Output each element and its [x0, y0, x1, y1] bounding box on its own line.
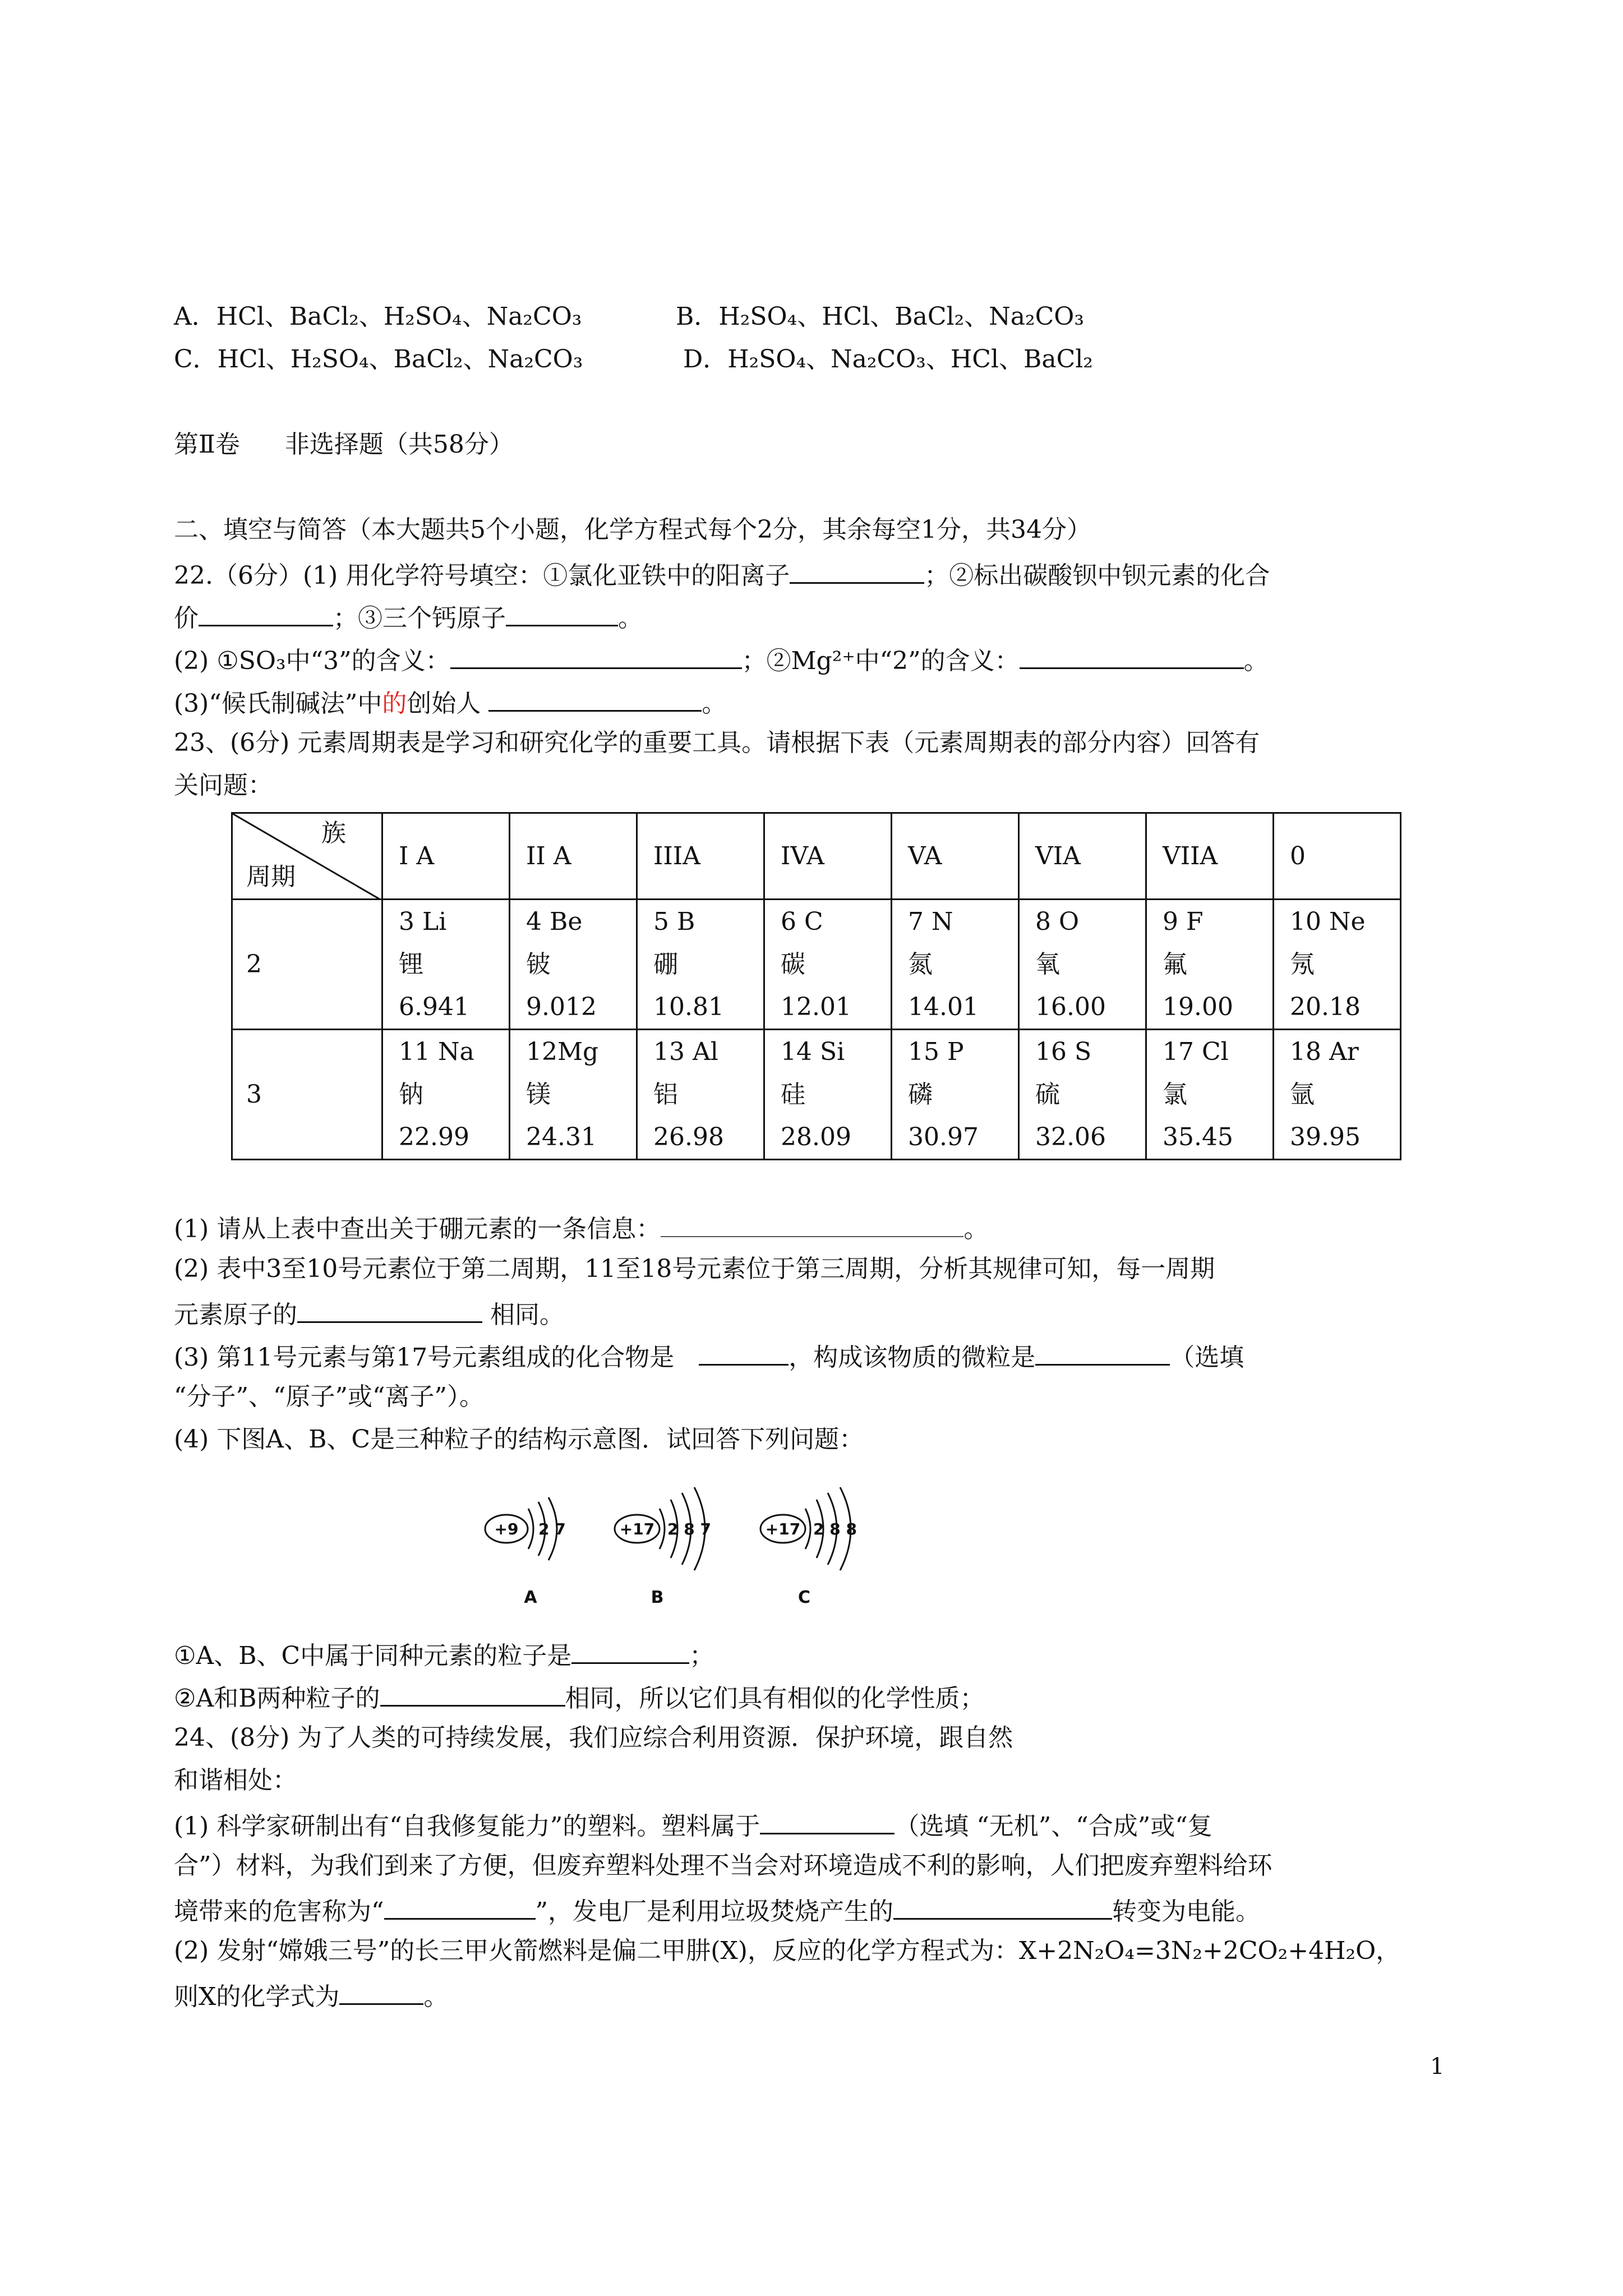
- table-row: [232, 1030, 1401, 1160]
- answer-blank[interactable]: [339, 1977, 423, 2005]
- atom-b-shells: 2 8 7: [667, 1520, 711, 1538]
- element-cell: [637, 900, 764, 1030]
- atom-structure-diagram: [482, 1475, 886, 1610]
- corner-group-label: 族: [321, 819, 346, 847]
- q24-text: ”，发电厂是利用垃圾焚烧产生的: [535, 1897, 893, 1926]
- element-name: 铝: [653, 1080, 678, 1109]
- element-cell: [1019, 1030, 1146, 1160]
- element-mass: 20.18: [1290, 992, 1361, 1021]
- element-cell: [510, 1030, 637, 1160]
- option-d: D．H₂SO₄、Na₂CO₃、HCl、BaCl₂: [683, 345, 1093, 374]
- element-name: 铍: [526, 949, 551, 979]
- group-header: VIIA: [1146, 813, 1274, 900]
- element-cell: [764, 1030, 892, 1160]
- q23-line-2: 关问题：: [174, 771, 273, 800]
- q22-text: 。: [618, 604, 643, 633]
- q24-line-7: [174, 1977, 448, 2013]
- element-cell: [637, 1030, 764, 1160]
- q22-red-text: 的: [382, 689, 407, 718]
- element-name: 镁: [526, 1080, 551, 1109]
- table-header-row: [232, 813, 1401, 900]
- q24-text: 转变为电能。: [1112, 1897, 1260, 1926]
- atom-c-label: C: [797, 1588, 811, 1607]
- element-name: 硼: [653, 949, 678, 979]
- period-number: 2: [232, 900, 382, 1030]
- atom-a: [485, 1497, 566, 1607]
- element-name: 氯: [1163, 1080, 1187, 1109]
- element-symbol: 11 Na: [399, 1037, 474, 1066]
- answer-blank[interactable]: [661, 1210, 963, 1237]
- element-symbol: 7 N: [908, 907, 953, 936]
- element-mass: 32.06: [1035, 1122, 1106, 1151]
- element-symbol: 16 S: [1035, 1037, 1092, 1066]
- element-name: 氩: [1290, 1080, 1315, 1109]
- q24-line-1: 24、(8分) 为了人类的可持续发展，我们应综合利用资源．保护环境，跟自然: [174, 1723, 1013, 1752]
- element-symbol: 17 Cl: [1163, 1037, 1229, 1066]
- option-c: C．HCl、H₂SO₄、BaCl₂、Na₂CO₃: [174, 345, 583, 374]
- q23-text: 相同，所以它们具有相似的化学性质；: [565, 1684, 985, 1713]
- element-mass: 24.31: [526, 1122, 597, 1151]
- element-symbol: 15 P: [908, 1037, 964, 1066]
- group-header: VIA: [1019, 813, 1146, 900]
- q24-line-4: 合”）材料，为我们到来了方便，但废弃塑料处理不当会对环境造成不利的影响，人们把废弃塑料给环: [174, 1851, 1272, 1880]
- q23-sub-2b: [174, 1295, 564, 1331]
- answer-blank[interactable]: [760, 1807, 895, 1834]
- element-name: 硫: [1035, 1080, 1060, 1109]
- q23-text: 。: [963, 1215, 989, 1243]
- answer-blank[interactable]: [384, 1892, 536, 1920]
- element-name: 氮: [908, 949, 933, 979]
- element-symbol: 14 Si: [781, 1037, 845, 1066]
- q23-sub-6: [174, 1679, 985, 1715]
- answer-blank[interactable]: [1020, 642, 1244, 669]
- element-mass: 10.81: [653, 992, 724, 1021]
- element-symbol: 10 Ne: [1290, 907, 1366, 936]
- element-mass: 19.00: [1163, 992, 1233, 1021]
- periodic-table: [231, 812, 1401, 1160]
- element-mass: 26.98: [653, 1122, 724, 1151]
- q23-sub-3b: “分子”、“原子”或“离子”）。: [174, 1382, 484, 1411]
- element-name: 硅: [781, 1080, 805, 1109]
- q22-text: (3)“候氏制碱法”中: [174, 689, 382, 718]
- q23-text: 相同。: [490, 1301, 564, 1329]
- section-title: 非选择题（共58分）: [284, 430, 514, 459]
- element-cell: [1146, 1030, 1274, 1160]
- element-mass: 39.95: [1290, 1122, 1361, 1151]
- element-name: 氧: [1035, 949, 1060, 979]
- q24-line-6: (2) 发射“嫦娥三号”的长三甲火箭燃料是偏二甲肼(X)，反应的化学方程式为：X+2N₂O₄=3N₂+2CO₂+4H₂O，: [174, 1937, 1401, 1965]
- element-mass: 9.012: [526, 992, 597, 1021]
- element-symbol: 5 B: [653, 907, 695, 936]
- q22-line-4: [174, 684, 726, 720]
- q24-text: (1) 科学家研制出有“自我修复能力”的塑料。塑料属于: [174, 1812, 760, 1841]
- answer-blank[interactable]: [790, 556, 924, 584]
- element-name: 碳: [781, 949, 805, 979]
- answer-blank[interactable]: [199, 599, 333, 626]
- element-symbol: 9 F: [1163, 907, 1204, 936]
- atom-b-label: B: [651, 1588, 664, 1607]
- element-cell: [1146, 900, 1274, 1030]
- element-cell: [892, 900, 1019, 1030]
- element-name: 磷: [908, 1080, 933, 1109]
- atom-a-label: A: [524, 1588, 537, 1607]
- q24-line-2: 和谐相处：: [174, 1766, 297, 1795]
- q22-text: 。: [1243, 647, 1269, 675]
- q23-sub-1: [174, 1210, 988, 1246]
- element-symbol: 13 Al: [653, 1037, 718, 1066]
- atom-a-nucleus: +9: [494, 1520, 519, 1538]
- q22-text: ；③三个钙原子: [333, 604, 506, 633]
- element-name: 锂: [399, 949, 423, 979]
- element-symbol: 18 Ar: [1290, 1037, 1359, 1066]
- q23-text: (1) 请从上表中查出关于硼元素的一条信息：: [174, 1215, 661, 1243]
- atom-b: [615, 1487, 711, 1607]
- element-cell: [382, 900, 510, 1030]
- q24-line-5: [174, 1892, 1260, 1928]
- element-cell: [1019, 900, 1146, 1030]
- q23-text: 元素原子的: [174, 1301, 297, 1329]
- q22-line-2: [174, 599, 643, 635]
- element-symbol: 3 Li: [399, 907, 447, 936]
- answer-blank[interactable]: [297, 1295, 482, 1323]
- q22-text: 22.（6分）(1) 用化学符号填空：①氯化亚铁中的阳离子: [174, 561, 790, 590]
- element-cell: [764, 900, 892, 1030]
- corner-cell: [232, 813, 382, 900]
- element-mass: 14.01: [908, 992, 979, 1021]
- option-b: B．H₂SO₄、HCl、BaCl₂、Na₂CO₃: [676, 302, 1084, 331]
- element-name: 钠: [399, 1080, 423, 1109]
- answer-blank[interactable]: [571, 1636, 689, 1664]
- q23-sub-3: [174, 1338, 1244, 1374]
- table-row: [232, 900, 1401, 1030]
- q23-text: ，构成该物质的微粒是: [789, 1343, 1036, 1372]
- q23-text: ①A、B、C中属于同种元素的粒子是: [174, 1642, 572, 1670]
- q22-line-3: [174, 642, 1269, 677]
- q23-text: （选填: [1170, 1343, 1244, 1372]
- element-mass: 12.01: [781, 992, 851, 1021]
- q22-text: 创始人: [407, 689, 481, 718]
- q24-text: 境带来的危害称为“: [174, 1897, 384, 1926]
- element-symbol: 4 Be: [526, 907, 583, 936]
- q24-line-3: [174, 1807, 1212, 1843]
- q22-text: 。: [702, 689, 727, 718]
- element-symbol: 6 C: [781, 907, 823, 936]
- period-number: 3: [232, 1030, 382, 1160]
- atom-b-nucleus: +17: [619, 1520, 655, 1538]
- answer-blank[interactable]: [506, 599, 618, 626]
- group-header: 0: [1274, 813, 1401, 900]
- q22-text: ；②Mg²⁺中“2”的含义：: [741, 647, 1020, 675]
- answer-blank[interactable]: [699, 1338, 789, 1366]
- answer-blank[interactable]: [380, 1679, 565, 1707]
- q22-text: (2) ①SO₃中“3”的含义：: [174, 647, 450, 675]
- q23-sub-4: (4) 下图A、B、C是三种粒子的结构示意图．试回答下列问题：: [174, 1425, 864, 1454]
- element-mass: 28.09: [781, 1122, 851, 1151]
- element-mass: 6.941: [399, 992, 469, 1021]
- element-mass: 35.45: [1163, 1122, 1233, 1151]
- q23-sub-5: [174, 1636, 714, 1672]
- element-symbol: 12Mg: [526, 1037, 599, 1066]
- element-mass: 30.97: [908, 1122, 979, 1151]
- group-header: IVA: [764, 813, 892, 900]
- group-header: VA: [892, 813, 1019, 900]
- element-cell: [510, 900, 637, 1030]
- q23-text: ②A和B两种粒子的: [174, 1684, 380, 1713]
- element-cell: [382, 1030, 510, 1160]
- group-header: I A: [382, 813, 510, 900]
- element-name: 氟: [1163, 949, 1187, 979]
- answer-blank[interactable]: [488, 684, 702, 712]
- answer-blank[interactable]: [1035, 1338, 1170, 1366]
- section-heading: [174, 428, 514, 461]
- volume-label: 第Ⅱ卷: [174, 430, 240, 459]
- q23-text: (3) 第11号元素与第17号元素组成的化合物是: [174, 1343, 675, 1372]
- element-mass: 16.00: [1035, 992, 1106, 1021]
- element-cell: [892, 1030, 1019, 1160]
- q23-line-1: 23、(6分) 元素周期表是学习和研究化学的重要工具。请根据下表（元素周期表的部分内容）回答有: [174, 729, 1260, 757]
- atom-c-nucleus: +17: [765, 1520, 801, 1538]
- q24-text: 则X的化学式为: [174, 1983, 340, 2011]
- q23-text: ；: [689, 1642, 714, 1670]
- element-mass: 22.99: [399, 1122, 469, 1151]
- q23-sub-2: (2) 表中3至10号元素位于第二周期，11至18号元素位于第三周期，分析其规律可知，每一周期: [174, 1255, 1215, 1283]
- q22-text: 价: [174, 604, 199, 633]
- part-two-heading: 二、填空与简答（本大题共5个小题，化学方程式每个2分，其余每空1分，共34分）: [174, 515, 1091, 544]
- element-symbol: 8 O: [1035, 907, 1080, 936]
- element-cell: [1274, 1030, 1401, 1160]
- atom-c: [760, 1487, 857, 1607]
- q22-line-1: [174, 556, 1270, 592]
- atom-c-shells: 2 8 8: [813, 1520, 857, 1538]
- group-header: II A: [510, 813, 637, 900]
- corner-period-label: 周期: [246, 863, 296, 891]
- answer-blank[interactable]: [893, 1892, 1112, 1920]
- element-cell: [1274, 900, 1401, 1030]
- q24-text: 。: [423, 1983, 449, 2011]
- page-number: 1: [1430, 2054, 1445, 2080]
- answer-blank[interactable]: [450, 642, 742, 669]
- atom-a-shells: 2 7: [538, 1520, 566, 1538]
- q22-text: ；②标出碳酸钡中钡元素的化合: [924, 561, 1270, 590]
- group-header: IIIA: [637, 813, 764, 900]
- option-a: A．HCl、BaCl₂、H₂SO₄、Na₂CO₃: [174, 302, 582, 331]
- element-name: 氖: [1290, 949, 1315, 979]
- q24-text: （选填 “无机”、“合成”或“复: [895, 1812, 1212, 1841]
